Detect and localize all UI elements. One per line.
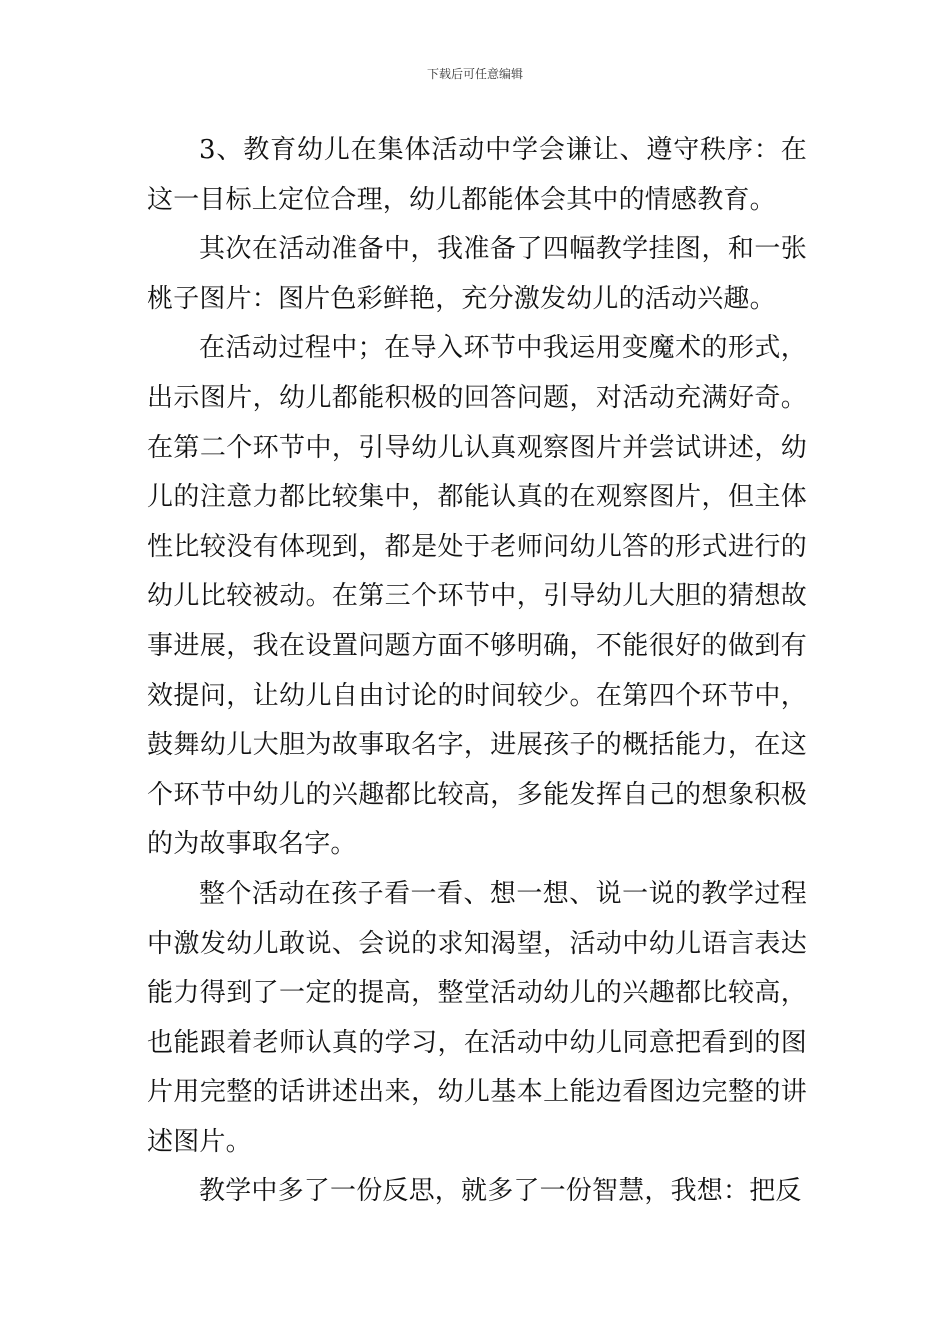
paragraph-process: 在活动过程中；在导入环节中我运用变魔术的形式，出示图片，幼儿都能积极的回答问题，对活动充满好奇。在第二个环节中，引导幼儿认真观察图片并尝试讲述，幼儿的注意力都比较集中，都能认真的在观察图片，但主体性比较没有体现到，都是处于老师问幼儿答的形式进行的幼儿比较被动。在第三个环节中，引导幼儿大胆的猜想故事进展，我在设置问题方面不够明确，不能很好的做到有效提问，让幼儿自由讨论的时间较少。在第四个环节中，鼓舞幼儿大胆为故事取名字，进展孩子的概括能力，在这个环节中幼儿的兴趣都比较高，多能发挥自己的想象积极的为故事取名字。 bbox=[147, 333, 807, 860]
page-header: 下载后可任意编辑 bbox=[426, 67, 523, 81]
document-body bbox=[147, 126, 807, 1217]
paragraph-summary: 整个活动在孩子看一看、想一想、说一说的教学过程中激发幼儿敢说、会说的求知渴望，活动中幼儿语言表达能力得到了一定的提高，整堂活动幼儿的兴趣都比较高，也能跟着老师认真的学习，在活动中幼儿同意把看到的图片用完整的话讲述出来，幼儿基本上能边看图边完整的讲述图片。 bbox=[147, 878, 807, 1157]
paragraph-goal-3: 3、教育幼儿在集体活动中学会谦让、遵守秩序：在这一目标上定位合理，幼儿都能体会其中的情感教育。 bbox=[147, 135, 807, 215]
paragraph-preparation: 其次在活动准备中，我准备了四幅教学挂图，和一张桃子图片：图片色彩鲜艳，充分激发幼儿的活动兴趣。 bbox=[147, 234, 807, 314]
paragraph-reflection: 教学中多了一份反思，就多了一份智慧，我想：把反 bbox=[199, 1176, 802, 1207]
